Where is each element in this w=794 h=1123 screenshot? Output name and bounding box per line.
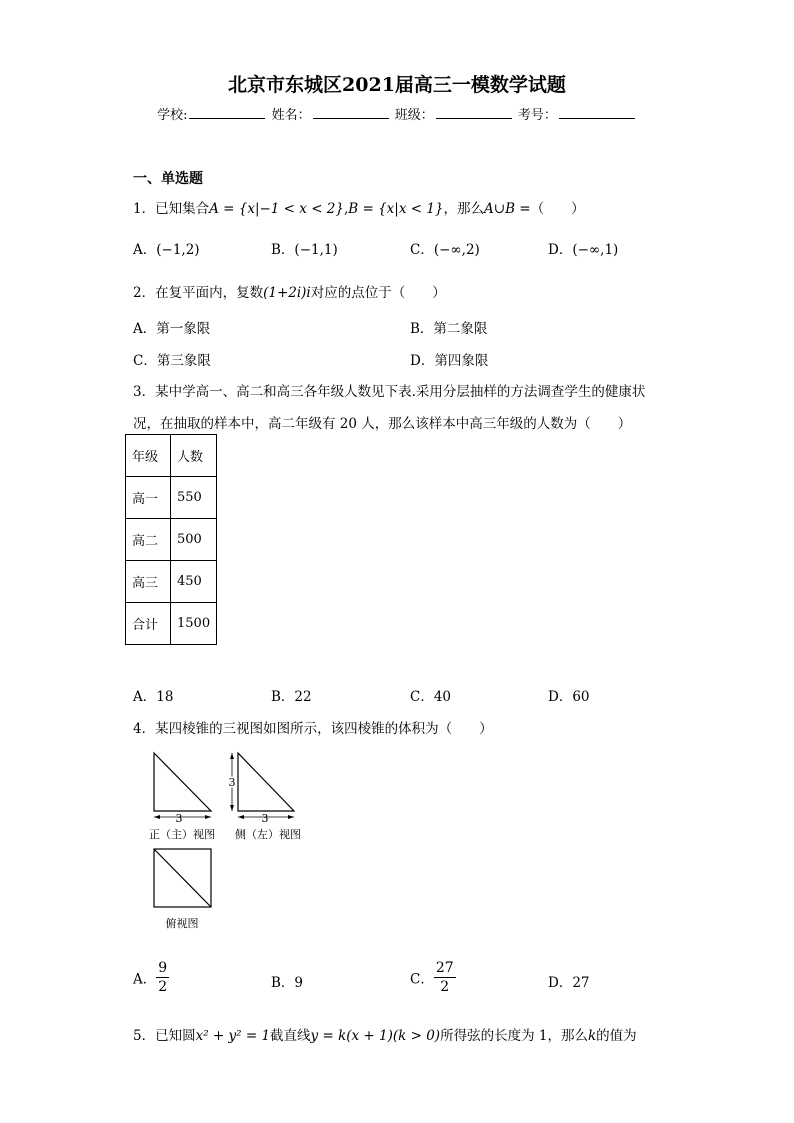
q2-option-d[interactable]: D．第四象限	[410, 353, 489, 369]
q1-option-a[interactable]	[133, 238, 200, 258]
q1-set-a: A = {x|−1 < x < 2}	[209, 201, 344, 217]
table-row	[126, 519, 217, 561]
q2-option-a[interactable]: A．第一象限	[133, 321, 211, 337]
question-2	[133, 281, 446, 301]
q4-option-a-fraction	[156, 959, 169, 996]
q4-option-c[interactable]	[410, 959, 456, 996]
table-header-cell: 人数	[171, 435, 217, 477]
top-view-drawing	[154, 849, 211, 907]
student-info-line	[0, 104, 794, 123]
q1-option-c[interactable]	[410, 238, 480, 258]
q1-paren: （ ）	[530, 201, 585, 217]
side-view-dim-vertical: 3	[228, 776, 236, 789]
q3-option-b[interactable]: B．22	[271, 689, 312, 705]
q5-line-eq: y = k(x + 1)(k > 0)	[310, 1028, 441, 1044]
table-row	[126, 477, 217, 519]
exam-no-blank[interactable]	[559, 106, 635, 119]
q3-option-c[interactable]: C．40	[410, 689, 452, 705]
q5-end: 的值为	[596, 1028, 637, 1044]
q1-set-b: B = {x|x < 1}	[348, 201, 444, 217]
q1-option-b-value: (−1,1)	[294, 242, 338, 258]
q4-option-c-fraction	[434, 959, 456, 996]
q5-suffix: 所得弦的长度为 1，那么	[440, 1028, 588, 1044]
q2-option-c[interactable]: C．第三象限	[133, 353, 211, 369]
table-cell: 高二	[126, 519, 171, 561]
q1-prefix: 1．已知集合	[133, 201, 210, 217]
side-view-caption: 侧（左）视图	[235, 828, 301, 841]
q3-option-a[interactable]: A．18	[133, 689, 174, 705]
front-view-drawing	[154, 753, 211, 819]
q1-suffix: ，那么	[443, 201, 485, 217]
q5-prefix: 5．已知圆	[133, 1028, 196, 1044]
q5-circle-eq: x² + y² = 1	[195, 1028, 271, 1044]
table-row	[126, 561, 217, 603]
q1-option-d-label: D．	[548, 242, 573, 258]
q4-option-a[interactable]	[133, 959, 169, 996]
top-view-caption: 俯视图	[165, 917, 199, 930]
school-label: 学校:	[157, 108, 188, 123]
q4-option-d[interactable]: D．27	[548, 975, 590, 991]
table-cell: 高三	[126, 561, 171, 603]
table-cell: 450	[171, 561, 217, 603]
grade-count-table	[125, 434, 217, 645]
q3-line-2: 况，在抽取的样本中，高二年级有 20 人，那么该样本中高三年级的人数为（ ）	[133, 416, 632, 432]
q5-k: k	[587, 1028, 597, 1044]
fraction-numerator: 9	[158, 960, 168, 976]
q4-option-a-label: A．	[133, 971, 157, 988]
table-header-row	[126, 435, 217, 477]
q1-option-b[interactable]	[271, 238, 338, 258]
q1-option-c-value: (−∞,2)	[433, 242, 480, 258]
table-header-cell: 年级	[126, 435, 171, 477]
question-1: 1．已知集合A = {x|−1 < x < 2},B = {x|x < 1}，那么A∪B =（ ）	[133, 201, 585, 217]
table-cell: 合计	[126, 603, 171, 645]
table-cell: 500	[171, 519, 217, 561]
front-view-caption: 正（主）视图	[149, 828, 215, 841]
q4-option-b[interactable]: B．9	[271, 975, 304, 991]
q2-expr: (1+2i)i	[263, 285, 311, 301]
name-label: 姓名：	[271, 108, 311, 123]
q2-suffix: 对应的点位于（ ）	[310, 285, 446, 301]
q2-prefix: 2．在复平面内，复数	[133, 285, 264, 301]
side-view-drawing	[230, 753, 294, 819]
fraction-denominator: 2	[158, 979, 168, 995]
q1-option-c-label: C．	[410, 242, 434, 258]
q1-union: A∪B =	[484, 201, 531, 217]
q4-text: 4．某四棱锥的三视图如图所示，该四棱锥的体积为（ ）	[133, 721, 493, 737]
exam-no-label: 考号：	[517, 108, 557, 123]
three-view-figure	[140, 745, 320, 935]
q1-option-a-value: (−1,2)	[156, 242, 200, 258]
q3-option-d[interactable]: D．60	[548, 689, 590, 705]
page-title: 北京市东城区2021届高三一模数学试题	[228, 74, 566, 96]
name-blank[interactable]	[313, 106, 389, 119]
q5-mid: 截直线	[270, 1028, 311, 1044]
q1-option-d-value: (−∞,1)	[572, 242, 619, 258]
section-heading: 一、单选题	[133, 171, 203, 187]
q1-option-d[interactable]	[548, 238, 618, 258]
q2-option-b[interactable]: B．第二象限	[410, 321, 488, 337]
q1-option-a-label: A．	[133, 242, 157, 258]
school-blank[interactable]	[189, 106, 265, 119]
table-cell: 550	[171, 477, 217, 519]
fraction-numerator: 27	[435, 960, 454, 976]
side-view-dim-horizontal: 3	[261, 812, 269, 825]
class-blank[interactable]	[436, 106, 512, 119]
question-5	[133, 1024, 637, 1044]
class-label: 班级：	[394, 108, 434, 123]
fraction-denominator: 2	[440, 979, 450, 995]
front-view-dim: 3	[175, 812, 183, 825]
q4-option-c-label: C．	[410, 971, 434, 988]
q1-option-b-label: B．	[271, 242, 295, 258]
q3-line-1: 3．某中学高一、高二和高三各年级人数见下表.采用分层抽样的方法调查学生的健康状	[133, 384, 646, 400]
table-cell: 1500	[171, 603, 217, 645]
table-cell: 高一	[126, 477, 171, 519]
table-row	[126, 603, 217, 645]
